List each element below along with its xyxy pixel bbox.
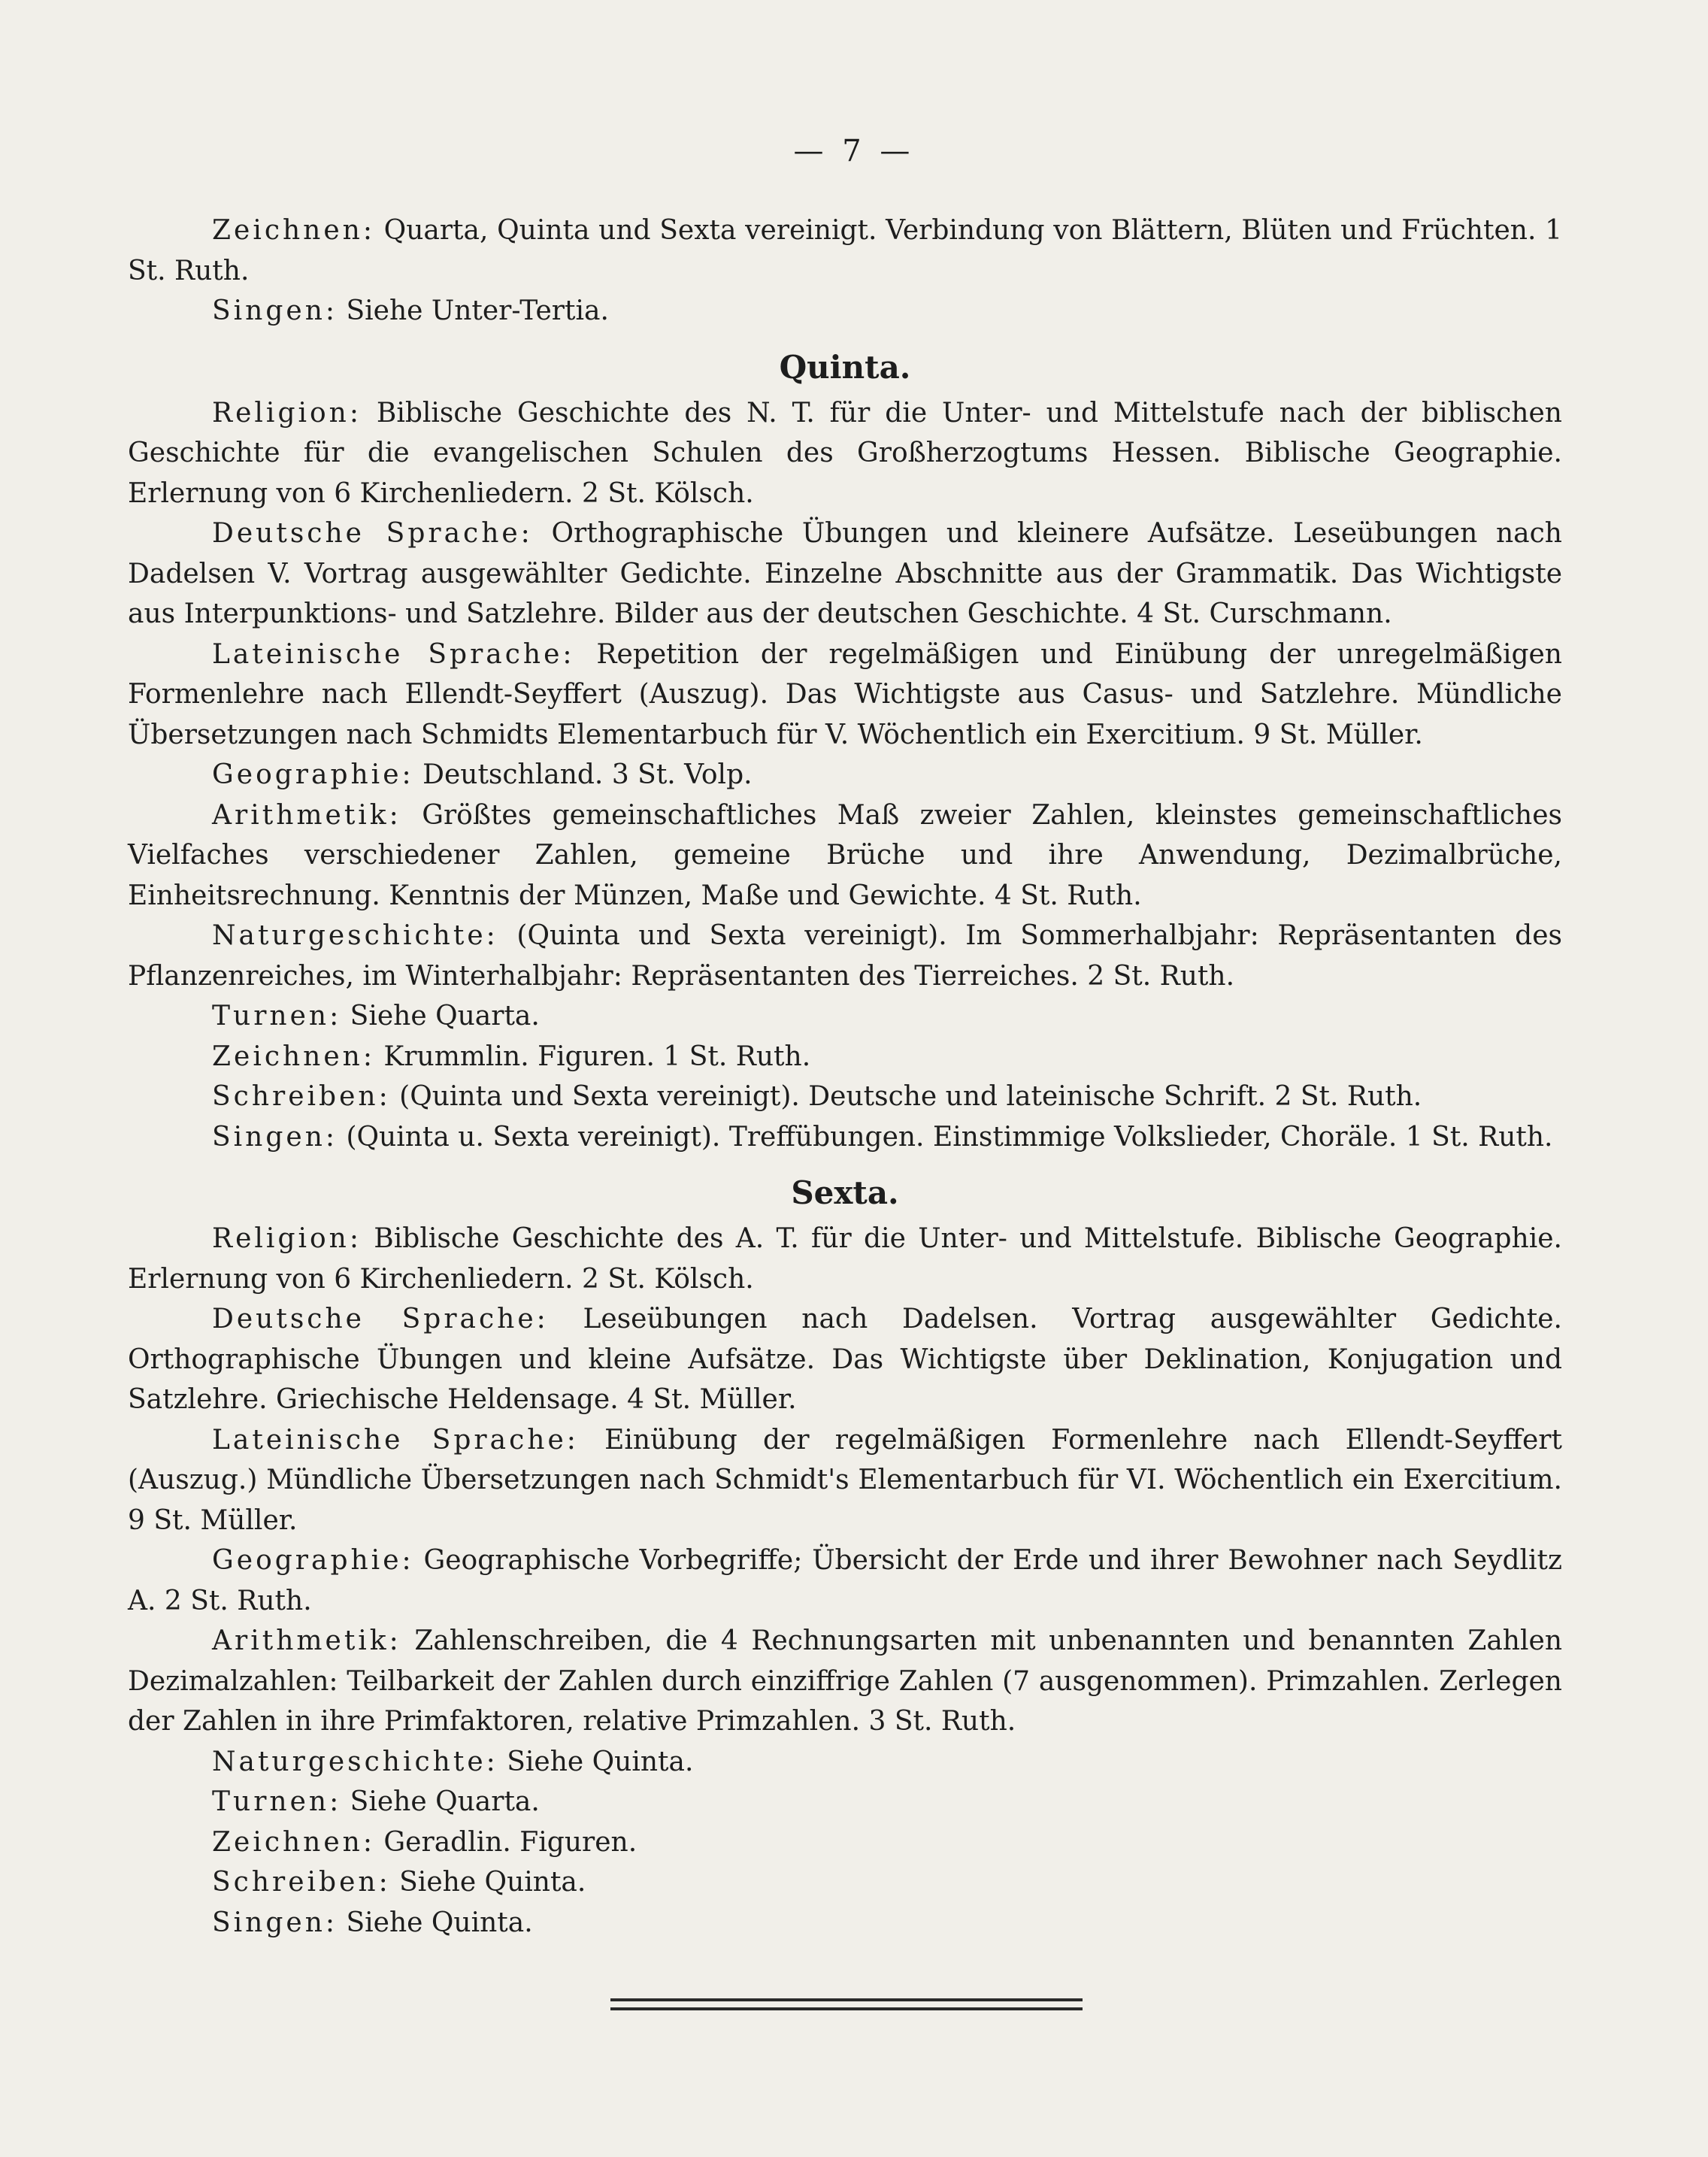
paragraph-quinta-zeichnen bbox=[128, 1037, 1562, 1077]
rule-line bbox=[610, 1998, 1083, 2001]
paragraph-sexta-arithmetik bbox=[128, 1621, 1562, 1742]
section-heading-sexta: Sexta. bbox=[791, 1174, 899, 1211]
subject-heading: Arithmetik: bbox=[212, 1625, 401, 1656]
paragraph-quinta-arithmetik bbox=[128, 795, 1562, 916]
subject-heading: Turnen: bbox=[212, 1786, 342, 1817]
paragraph-zeichnen-top bbox=[128, 211, 1562, 291]
paragraph-sexta-deutsch bbox=[128, 1299, 1562, 1420]
closing-double-rule bbox=[610, 1998, 1083, 2010]
paragraph-sexta-schreiben bbox=[128, 1862, 1562, 1903]
subject-text: Orthographische Übungen und kleinere Aufsätze. Leseübungen nach Dadelsen V. Vortrag ausgewählter Gedichte. Einzelne Abschnitte aus der Grammatik. Das Wichtigste aus Interpunktions- und Satzlehre. Bilder aus der deutschen Geschichte. 4 St. Curschmann. bbox=[128, 518, 1562, 629]
subject-text: (Quinta und Sexta vereinigt). Deutsche und lateinische Schrift. 2 St. Ruth. bbox=[390, 1081, 1422, 1112]
paragraph-sexta-latein bbox=[128, 1420, 1562, 1541]
paragraph-quinta-naturgeschichte bbox=[128, 916, 1562, 996]
subject-heading: Singen: bbox=[212, 295, 338, 326]
subject-heading: Lateinische Sprache: bbox=[212, 638, 575, 670]
paragraph-quinta-schreiben bbox=[128, 1077, 1562, 1117]
subject-heading: Geographie: bbox=[212, 1545, 414, 1576]
subject-heading: Arithmetik: bbox=[212, 799, 401, 831]
paragraph-sexta-geographie bbox=[128, 1540, 1562, 1621]
document-body bbox=[128, 211, 1562, 1943]
subject-heading: Naturgeschichte: bbox=[212, 920, 498, 951]
subject-heading: Zeichnen: bbox=[212, 215, 375, 246]
subject-heading: Deutsche Sprache: bbox=[212, 518, 533, 549]
subject-text: Siehe Unter-Tertia. bbox=[338, 295, 609, 326]
subject-heading: Deutsche Sprache: bbox=[212, 1304, 549, 1334]
paragraph-sexta-turnen bbox=[128, 1782, 1562, 1822]
subject-heading: Singen: bbox=[212, 1121, 338, 1153]
subject-heading: Religion: bbox=[212, 397, 362, 429]
subject-text: Geradlin. Figuren. bbox=[374, 1826, 637, 1858]
section-heading-quinta: Quinta. bbox=[779, 348, 911, 386]
subject-text: Krummlin. Figuren. 1 St. Ruth. bbox=[374, 1041, 811, 1072]
subject-text: Repetition der regelmäßigen und Einübung der unregelmäßigen Formenlehre nach Ellendt-Seyffert (Auszug). Das Wichtigste aus Casus- und Satzlehre. Mündliche Übersetzungen nach Schmidts Elementarbuch für V. Wöchentlich ein Exercitium. 9 St. Müller. bbox=[128, 638, 1562, 750]
subject-text: Quarta, Quinta und Sexta vereinigt. Verbindung von Blättern, Blüten und Früchten. 1 St. Ruth. bbox=[128, 215, 1562, 286]
subject-heading: Schreiben: bbox=[212, 1081, 391, 1112]
subject-text: Zahlenschreiben, die 4 Rechnungsarten mit unbenannten und benannten Zahlen Dezimalzahlen: Teilbarkeit der Zahlen durch einziffrige Zahlen (7 ausgenommen). Primzahlen. Zerlegen der Zahlen in ihre Primfaktoren, relative Primzahlen. 3 St. Ruth. bbox=[128, 1625, 1562, 1737]
subject-text: Geographische Vorbegriffe; Übersicht der Erde und ihrer Bewohner nach Seydlitz A. 2 St. Ruth. bbox=[128, 1545, 1562, 1616]
subject-text: Leseübungen nach Dadelsen. Vortrag ausgewählter Gedichte. Orthographische Übungen und kleine Aufsätze. Das Wichtigste über Deklination, Konjugation und Satzlehre. Griechische Heldensage. 4 St. Müller. bbox=[128, 1304, 1562, 1415]
page-number: — 7 — bbox=[793, 134, 915, 168]
paragraph-sexta-naturgeschichte bbox=[128, 1742, 1562, 1783]
subject-text: Biblische Geschichte des A. T. für die Unter- und Mittelstufe. Biblische Geographie. Erlernung von 6 Kirchenliedern. 2 St. Kölsch. bbox=[128, 1223, 1562, 1295]
subject-text: Einübung der regelmäßigen Formenlehre nach Ellendt-Seyffert (Auszug.) Mündliche Übersetzungen nach Schmidt's Elementarbuch für VI. Wöchentlich ein Exercitium. 9 St. Müller. bbox=[128, 1424, 1562, 1536]
subject-heading: Lateinische Sprache: bbox=[212, 1424, 579, 1456]
paragraph-quinta-singen bbox=[128, 1117, 1562, 1158]
subject-heading: Religion: bbox=[212, 1223, 362, 1254]
subject-heading: Singen: bbox=[212, 1907, 338, 1938]
subject-text: Siehe Quinta. bbox=[498, 1746, 694, 1777]
rule-line bbox=[610, 2007, 1083, 2010]
paragraph-sexta-singen bbox=[128, 1903, 1562, 1943]
paragraph-sexta-zeichnen bbox=[128, 1822, 1562, 1863]
paragraph-singen-top bbox=[128, 291, 1562, 332]
subject-heading: Schreiben: bbox=[212, 1867, 391, 1898]
subject-text: (Quinta u. Sexta vereinigt). Treffübungen. Einstimmige Volkslieder, Choräle. 1 St. Ruth. bbox=[338, 1121, 1553, 1153]
subject-text: Siehe Quinta. bbox=[390, 1867, 586, 1898]
subject-text: (Quinta und Sexta vereinigt). Im Sommerhalbjahr: Repräsentanten des Pflanzenreiches, im Winterhalbjahr: Repräsentanten des Tierreiches. 2 St. Ruth. bbox=[128, 920, 1562, 992]
subject-text: Siehe Quarta. bbox=[341, 1001, 540, 1032]
paragraph-quinta-deutsch bbox=[128, 513, 1562, 635]
paragraph-quinta-religion bbox=[128, 393, 1562, 514]
subject-text: Biblische Geschichte des N. T. für die Unter- und Mittelstufe nach der biblischen Geschichte für die evangelischen Schulen des Großherzogtums Hessen. Biblische Geographie. Erlernung von 6 Kirchenliedern. 2 St. Kölsch. bbox=[128, 397, 1562, 509]
subject-text: Größtes gemeinschaftliches Maß zweier Zahlen, kleinstes gemeinschaftliches Vielfaches verschiedener Zahlen, gemeine Brüche und ihre Anwendung, Dezimalbrüche, Einheitsrechnung. Kenntnis der Münzen, Maße und Gewichte. 4 St. Ruth. bbox=[128, 799, 1562, 911]
subject-heading: Zeichnen: bbox=[212, 1041, 375, 1072]
paragraph-sexta-religion bbox=[128, 1219, 1562, 1299]
subject-heading: Turnen: bbox=[212, 1001, 342, 1032]
paragraph-quinta-geographie bbox=[128, 755, 1562, 795]
paragraph-quinta-turnen bbox=[128, 996, 1562, 1037]
subject-text: Siehe Quinta. bbox=[338, 1907, 533, 1938]
subject-heading: Geographie: bbox=[212, 759, 414, 790]
subject-heading: Naturgeschichte: bbox=[212, 1746, 498, 1777]
subject-heading: Zeichnen: bbox=[212, 1826, 375, 1858]
subject-text: Siehe Quarta. bbox=[341, 1786, 540, 1817]
subject-text: Deutschland. 3 St. Volp. bbox=[413, 759, 753, 790]
paragraph-quinta-latein bbox=[128, 635, 1562, 756]
